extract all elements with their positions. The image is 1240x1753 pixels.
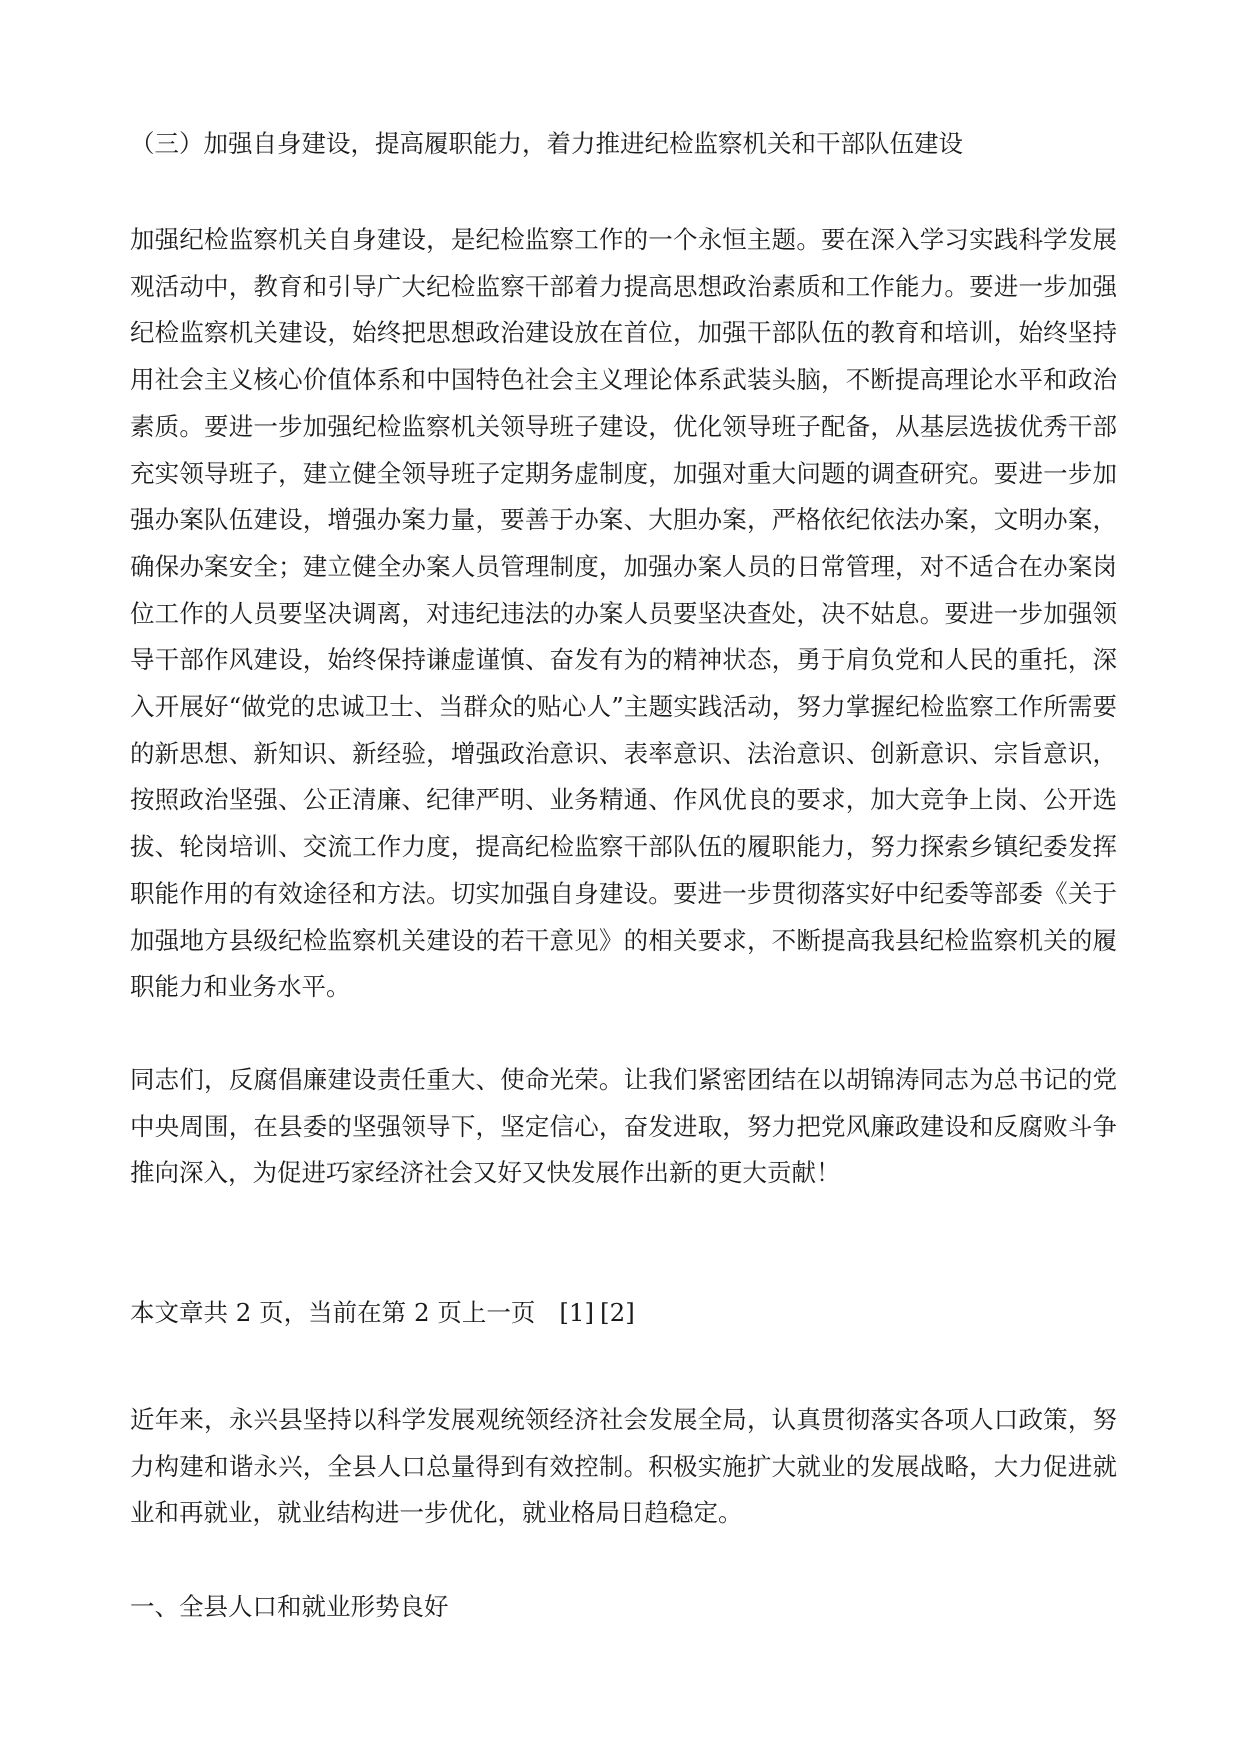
pagination-summary: 本文章共 2 页，当前在第 2 页	[130, 1298, 462, 1327]
section-heading: （三）加强自身建设，提高履职能力，着力推进纪检监察机关和干部队伍建设	[130, 129, 963, 158]
section-heading-2: 一、全县人口和就业形势良好	[130, 1592, 449, 1621]
body-paragraph-self-building: 加强纪检监察机关自身建设，是纪检监察工作的一个永恒主题。要在深入学习实践科学发展观活动中，教育和引导广大纪检监察干部着力提高思想政治素质和工作能力。要进一步加强纪检监察机关建设，始终把思想政治建设放在首位，加强干部队伍的教育和培训，始终坚持用社会主义核心价值体系和中国特色社会主义理论体系武装头脑，不断提高理论水平和政治素质。要进一步加强纪检监察机关领导班子建设，优化领导班子配备，从基层选拔优秀干部充实领导班子，建立健全领导班子定期务虚制度，加强对重大问题的调查研究。要进一步加强办案队伍建设，增强办案力量，要善于办案、大胆办案，严格依纪依法办案，文明办案，确保办案安全；建立健全办案人员管理制度，加强办案人员的日常管理，对不适合在办案岗位工作的人员要坚决调离，对违纪违法的办案人员要坚决查处，决不姑息。要进一步加强领导干部作风建设，始终保持谦虚谨慎、奋发有为的精神状态，勇于肩负党和人民的重托，深入开展好“做党的忠诚卫士、当群众的贴心人”主题实践活动，努力掌握纪检监察工作所需要的新思想、新知识、新经验，增强政治意识、表率意识、法治意识、创新意识、宗旨意识，按照政治坚强、公正清廉、纪律严明、业务精通、作风优良的要求，加大竞争上岗、公开选拔、轮岗培训、交流工作力度，提高纪检监察干部队伍的履职能力，努力探索乡镇纪委发挥职能作用的有效途径和方法。切实加强自身建设。要进一步贯彻落实好中纪委等部委《关于加强地方县级纪检监察机关建设的若干意见》的相关要求，不断提高我县纪检监察机关的履职能力和业务水平。	[130, 225, 1117, 1002]
page-2-link[interactable]: [2]	[600, 1298, 635, 1327]
page-1-link[interactable]: [1]	[559, 1298, 595, 1327]
body-paragraph-closing: 同志们，反腐倡廉建设责任重大、使命光荣。让我们紧密团结在以胡锦涛同志为总书记的党中央周围，在县委的坚强领导下，坚定信心，奋发进取，努力把党风廉政建设和反腐败斗争推向深入，为促进巧家经济社会又好又快发展作出新的更大贡献！	[130, 1065, 1117, 1188]
prev-page-link[interactable]: 上一页	[461, 1298, 536, 1327]
pagination	[130, 1293, 635, 1333]
body-paragraph-population: 近年来，永兴县坚持以科学发展观统领经济社会发展全局，认真贯彻落实各项人口政策，努力构建和谐永兴，全县人口总量得到有效控制。积极实施扩大就业的发展战略，大力促进就业和再就业，就业结构进一步优化，就业格局日趋稳定。	[130, 1405, 1117, 1528]
